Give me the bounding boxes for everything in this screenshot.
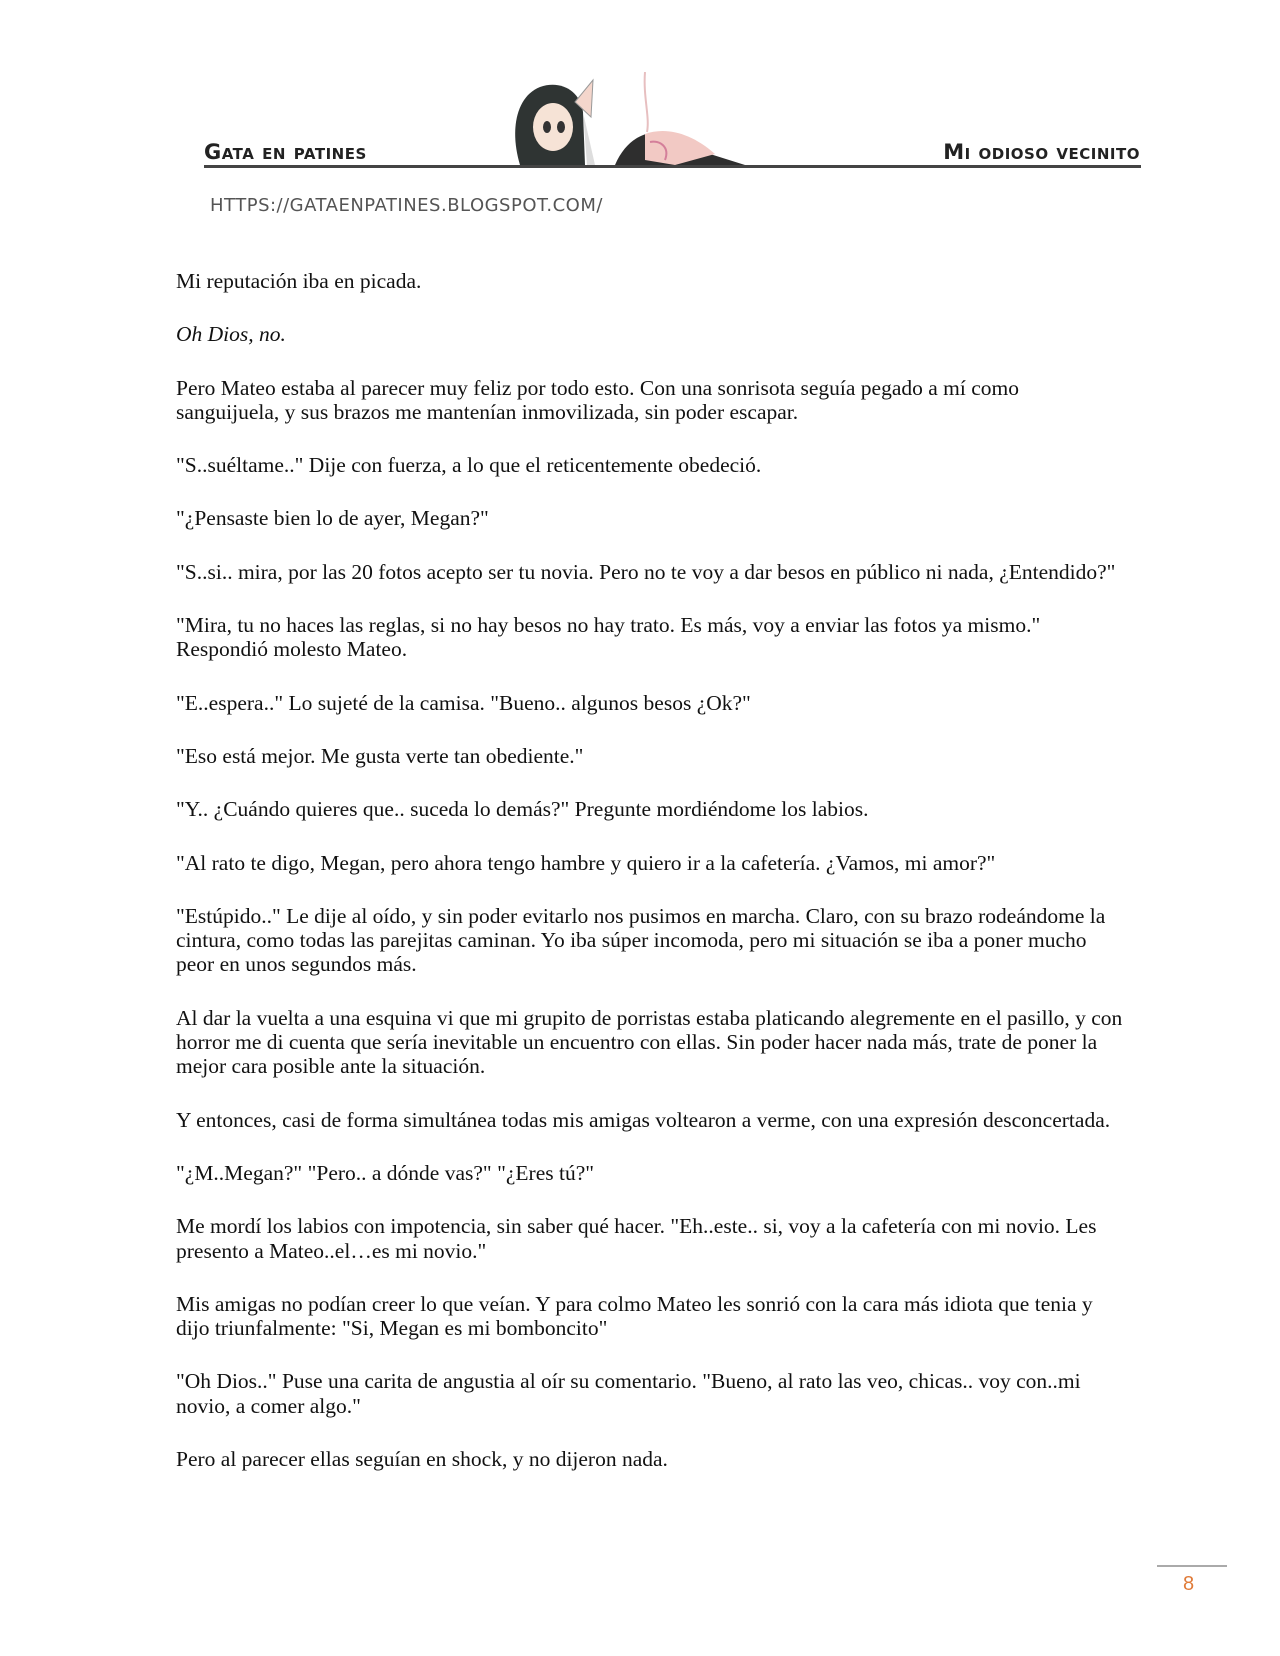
text-line: Al dar la vuelta a una esquina vi que mi grupito de porristas estaba platicando alegremente en el pasillo, y con <box>176 1005 1123 1030</box>
paragraph <box>176 1006 1136 1079</box>
text-line: "Eso está mejor. Me gusta verte tan obediente." <box>176 743 584 768</box>
text-line: "Y.. ¿Cuándo quieres que.. suceda lo demás?" Pregunte mordiéndome los labios. <box>176 797 869 822</box>
paragraph <box>176 322 1136 346</box>
text-line: Oh Dios, no. <box>176 322 286 347</box>
text-line: peor en unos segundos más. <box>176 952 417 977</box>
header-right-title: Mi odioso vecinito <box>943 140 1140 164</box>
text-line: "Mira, tu no haces las reglas, si no hay besos no hay trato. Es más, voy a enviar las fotos ya mismo." <box>176 613 1041 638</box>
paragraph <box>176 560 1136 584</box>
document-body <box>176 269 1136 1500</box>
footer-divider <box>1157 1565 1227 1567</box>
paragraph <box>176 851 1136 875</box>
text-line: "Estúpido.." Le dije al oído, y sin poder evitarlo nos pusimos en marcha. Claro, con su brazo rodeándome la <box>176 903 1106 928</box>
text-line: Respondió molesto Mateo. <box>176 637 408 662</box>
text-line: sanguijuela, y sus brazos me mantenían inmovilizada, sin poder escapar. <box>176 399 799 424</box>
paragraph <box>176 691 1136 715</box>
text-line: "E..espera.." Lo sujeté de la camisa. "Bueno.. algunos besos ¿Ok?" <box>176 690 751 715</box>
text-line: Y entonces, casi de forma simultánea todas mis amigas voltearon a verme, con una expresión desconcertada. <box>176 1107 1111 1132</box>
page-number: 8 <box>1183 1573 1195 1595</box>
paragraph <box>176 269 1136 293</box>
text-line: Mis amigas no podían creer lo que veían. Y para colmo Mateo les sonrió con la cara más idiota que tenia y <box>176 1291 1093 1316</box>
header-divider <box>204 165 1141 168</box>
text-line: "Al rato te digo, Megan, pero ahora tengo hambre y quiero ir a la cafetería. ¿Vamos, mi amor?" <box>176 850 996 875</box>
text-line: Mi reputación iba en picada. <box>176 269 422 293</box>
paragraph <box>176 1214 1136 1263</box>
paragraph <box>176 744 1136 768</box>
paragraph <box>176 1369 1136 1418</box>
text-line: cintura, como todas las parejitas caminan. Yo iba súper incomoda, pero mi situación se iba a poner mucho <box>176 928 1087 953</box>
text-line: Pero al parecer ellas seguían en shock, y no dijeron nada. <box>176 1447 668 1472</box>
text-line: "Oh Dios.." Puse una carita de angustia al oír su comentario. "Bueno, al rato las veo, chicas.. voy con..mi <box>176 1369 1081 1394</box>
text-line: "S..suéltame.." Dije con fuerza, a lo que el reticentemente obedeció. <box>176 453 762 478</box>
header-left-title: Gata en patines <box>204 140 367 164</box>
paragraph <box>176 1108 1136 1132</box>
text-line: "S..si.. mira, por las 20 fotos acepto ser tu novia. Pero no te voy a dar besos en público ni nada, ¿Entendido?" <box>176 559 1116 584</box>
header-anime-illustration <box>505 72 805 167</box>
paragraph <box>176 904 1136 977</box>
text-line: Me mordí los labios con impotencia, sin saber qué hacer. "Eh..este.. si, voy a la cafetería con mi novio. Les <box>176 1214 1097 1239</box>
text-line: presento a Mateo..el…es mi novio." <box>176 1238 487 1263</box>
text-line: horror me di cuenta que sería inevitable un encuentro con ellas. Sin poder hacer nada más, trate de poner la <box>176 1030 1098 1055</box>
text-line: dijo triunfalmente: "Si, Megan es mi bomboncito" <box>176 1316 608 1341</box>
paragraph <box>176 376 1136 425</box>
header-url: HTTPS://GATAENPATINES.BLOGSPOT.COM/ <box>210 195 603 216</box>
text-line: "¿M..Megan?" "Pero.. a dónde vas?" "¿Eres tú?" <box>176 1160 595 1185</box>
paragraph <box>176 506 1136 530</box>
text-line: "¿Pensaste bien lo de ayer, Megan?" <box>176 506 489 531</box>
paragraph <box>176 1447 1136 1471</box>
paragraph <box>176 1292 1136 1341</box>
paragraph <box>176 453 1136 477</box>
paragraph <box>176 613 1136 662</box>
paragraph <box>176 1161 1136 1185</box>
text-line: mejor cara posible ante la situación. <box>176 1054 486 1079</box>
paragraph <box>176 797 1136 821</box>
text-line: novio, a comer algo." <box>176 1393 361 1418</box>
text-line: Pero Mateo estaba al parecer muy feliz por todo esto. Con una sonrisota seguía pegado a mí como <box>176 375 1020 400</box>
